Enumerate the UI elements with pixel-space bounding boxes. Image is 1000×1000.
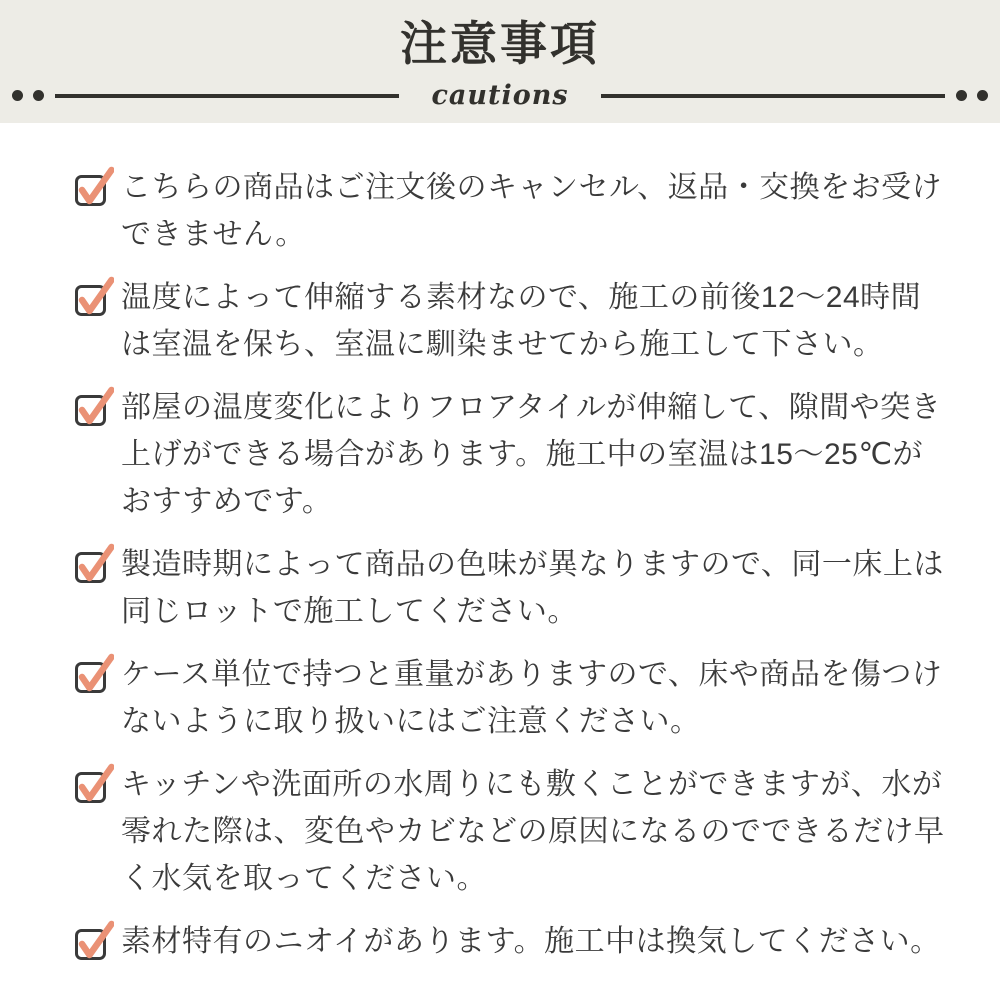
divider-dot-icon [33, 90, 44, 101]
caution-text: ケース単位で持つと重量がありますので、床や商品を傷つけないように取り扱いにはご注意ください。 [121, 658, 943, 738]
divider-line [55, 94, 399, 98]
checkbox-checked-icon [74, 918, 114, 962]
list-item [74, 384, 945, 525]
caution-text: 素材特有のニオイがあります。施工中は換気してください。 [121, 925, 941, 958]
divider-dot-icon [977, 90, 988, 101]
checkbox-checked-icon [74, 164, 114, 208]
caution-text: 部屋の温度変化によりフロアタイルが伸縮して、隙間や突き上げができる場合があります。施工中の室温は15〜25℃がおすすめです。 [121, 391, 942, 518]
checkbox-checked-icon [74, 651, 114, 695]
subtitle-cautions: cautions [431, 80, 569, 112]
caution-text: こちらの商品はご注文後のキャンセル、返品・交換をお受けできません。 [121, 171, 943, 251]
list-item [74, 761, 945, 902]
header-divider [0, 80, 1000, 111]
list-item [74, 651, 945, 745]
list-item [74, 541, 945, 635]
checkbox-checked-icon [74, 541, 114, 585]
checkbox-checked-icon [74, 384, 114, 428]
divider-line [601, 94, 945, 98]
caution-text: 製造時期によって商品の色味が異なりますので、同一床上は同じロットで施工してください。 [121, 548, 944, 628]
divider-dot-icon [12, 90, 23, 101]
list-item [74, 274, 945, 368]
caution-list [0, 123, 1000, 965]
list-item [74, 918, 945, 965]
checkbox-checked-icon [74, 274, 114, 318]
page-header [0, 0, 1000, 123]
caution-text: キッチンや洗面所の水周りにも敷くことができますが、水が零れた際は、変色やカビなどの原因になるのでできるだけ早く水気を取ってください。 [121, 768, 945, 895]
divider-dot-icon [956, 90, 967, 101]
list-item [74, 164, 945, 258]
caution-text: 温度によって伸縮する素材なので、施工の前後12〜24時間は室温を保ち、室温に馴染ませてから施工して下さい。 [121, 281, 922, 361]
checkbox-checked-icon [74, 761, 114, 805]
page-title: 注意事項 [400, 17, 600, 70]
